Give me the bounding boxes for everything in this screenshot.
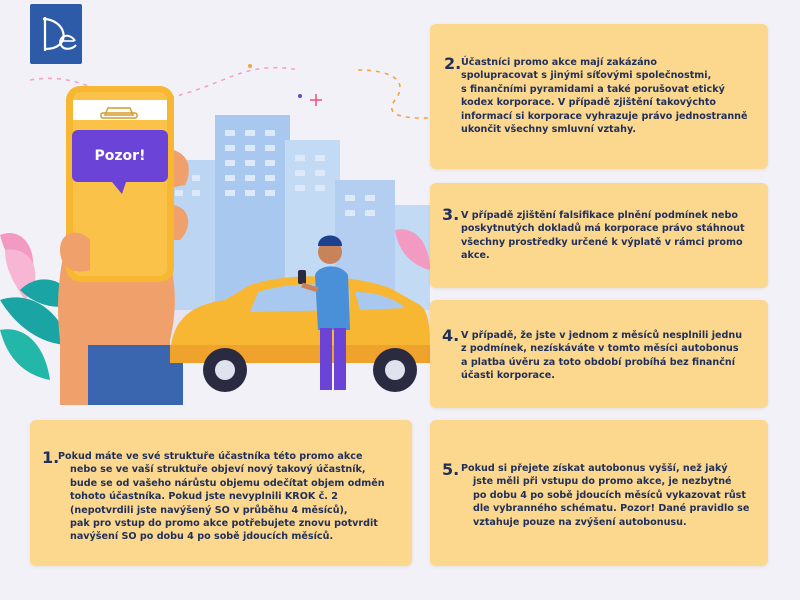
card-line: V případě zjištění falsifikace plnění podmínek nebo: [461, 210, 738, 221]
alert-label: Pozor!: [94, 148, 146, 164]
brand-logo: [30, 4, 82, 64]
card-number: 5.: [442, 460, 460, 479]
card-text: [461, 462, 749, 529]
taxi-illustration: [0, 60, 430, 405]
logo-icon: [33, 11, 79, 57]
card-line: z podmínek, nezískáváte v tomto měsíci autobonus: [461, 343, 739, 355]
card-line: jste měli při vstupu do promo akce, je nezbytné: [473, 476, 732, 488]
rule-card-2: [430, 24, 768, 169]
rule-card-3: [430, 183, 768, 288]
card-line: Pokud máte ve své struktuře účastníka této promo akce: [58, 451, 363, 462]
card-line: nebo se ve vaší struktuře objeví nový takový účastník,: [70, 464, 366, 476]
card-text: [461, 56, 747, 136]
card-line: akce.: [461, 250, 490, 262]
card-number: 1.: [42, 448, 60, 467]
card-line: všechny prostředky určené k výplatě v rámci promo: [461, 236, 743, 248]
card-number: 4.: [442, 326, 460, 345]
card-line: (nepotvrdili jste navýšený SO v průběhu 4 měsíců),: [70, 504, 348, 516]
rule-card-4: [430, 300, 768, 408]
card-line: pak pro vstup do promo akce potřebujete znovu potvrdit: [70, 518, 378, 530]
card-line: dle vybranného schématu. Pozor! Dané pravidlo se: [473, 503, 750, 515]
card-line: po dobu 4 po sobě jdoucích měsíců vykazovat růst: [473, 489, 746, 501]
card-line: tohoto účastníka. Pokud jste nevyplnili KROK č. 2: [70, 491, 338, 503]
card-line: vztahuje pouze na zvýšení autobonusu.: [473, 516, 687, 528]
card-line: Pokud si přejete získat autobonus vyšší, než jaký: [461, 463, 728, 474]
dashed-path-orange: [358, 70, 430, 118]
card-text: [461, 329, 742, 383]
card-line: navýšení SO po dobu 4 po sobě jdoucích měsíců.: [70, 531, 334, 543]
card-line: informací si korporace vyhrazuje právo jednostranně: [461, 110, 748, 122]
card-line: účasti korporace.: [461, 370, 555, 382]
card-line: bude se od vašeho nárůstu objemu odečítat objem odměn: [70, 477, 385, 489]
card-number: 3.: [442, 205, 460, 224]
sparkle-icon: [310, 94, 322, 106]
card-text: [461, 209, 745, 263]
card-line: kodex korporace. V případě zjištění takovýchto: [461, 97, 717, 109]
sleeve: [88, 345, 183, 405]
card-line: s finančními pyramidami a také porušovat etický: [461, 83, 725, 95]
rule-card-5: [430, 420, 768, 566]
card-line: V případě, že jste v jednom z měsíců nesplnili jednu: [461, 330, 743, 341]
card-line: Účastníci promo akce mají zakázáno: [461, 57, 657, 68]
card-line: a platba úvěru za toto období probíhá bez finanční: [461, 356, 736, 368]
card-number: 2.: [444, 54, 462, 73]
rule-card-1: [30, 420, 412, 566]
card-line: spolupracovat s jinými síťovými společnostmi,: [461, 70, 712, 82]
card-line: poskytnutých dokladů má korporace právo stáhnout: [461, 223, 745, 235]
card-line: ukončit všechny smluvní vztahy.: [461, 124, 636, 136]
card-text: [58, 450, 385, 544]
